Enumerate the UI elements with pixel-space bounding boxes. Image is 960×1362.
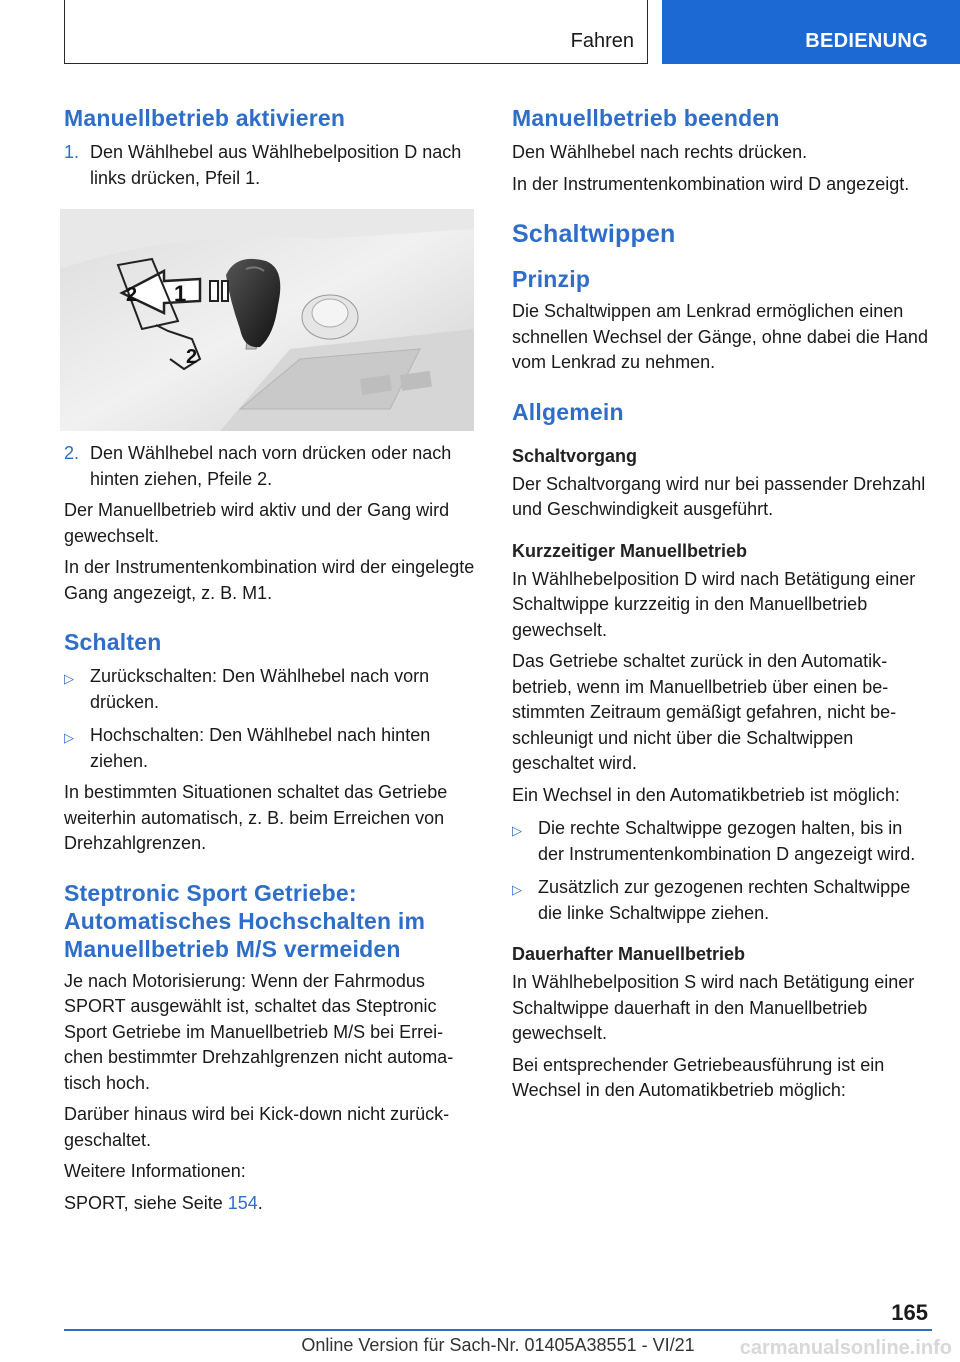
paragraph: In bestimmten Situationen schaltet das Getriebe weiterhin automatisch, z. B. beim Erreichen von Drehzahlgrenzen. (64, 782, 448, 853)
paragraph: Das Getriebe schaltet zurück in den Automatikbetrieb, wenn im Manuellbetrieb über einen bestimmten Zeitraum gemäßigt gefahren, nicht beschleunigt und nicht über die Schaltwippen geschaltet wird. (512, 651, 897, 773)
paragraph: In Wählhebelposition S wird nach Betätigung einer Schaltwippe dauerhaft in den Manuellbetrieb gewechselt. (512, 972, 915, 1043)
header-chapter-tab (662, 0, 960, 64)
heading-allgemein: Allgemein (512, 398, 624, 425)
paragraph: In der Instrumentenkombination wird D angezeigt. (512, 173, 910, 194)
bullet-item (64, 664, 476, 715)
step-1 (64, 140, 476, 191)
paragraph: Je nach Motorisierung: Wenn der Fahrmodus SPORT ausgewählt ist, schaltet das Steptronic Sport Getriebe im Manuellbetrieb M/S bei Erreichen bestimmter Drehzahlgrenzen nicht automatisch hoch. (64, 970, 454, 1093)
paragraph: Weitere Informationen: (64, 1161, 246, 1181)
heading-steptronic: Steptronic Sport Getriebe: Automatisches Hochschalten im Manuellbetrieb M/S vermeiden (64, 879, 426, 962)
bullet-triangle-icon: ▷ (512, 823, 522, 838)
footer-divider (64, 1329, 932, 1331)
subheading-dauerhaft: Dauerhafter Manuellbetrieb (512, 944, 746, 964)
subheading-kurzzeitig: Kurzzeitiger Manuellbetrieb (512, 540, 748, 561)
paragraph: Der Manuellbetrieb wird aktiv und der Gang wird gewechselt. (64, 500, 450, 546)
paragraph: Darüber hinaus wird bei Kick-down nicht zurückgeschaltet. (64, 1104, 450, 1150)
arrow-2b-label: 2 (186, 346, 198, 368)
right-column (512, 100, 932, 1104)
subheading-schaltvorgang: Schaltvorgang (512, 445, 638, 466)
gear-selector-illustration (60, 209, 474, 431)
paragraph-reference: SPORT, siehe Seite 154. (64, 1192, 263, 1213)
paragraph: Der Schaltvorgang wird nur bei passender Drehzahl und Geschwindigkeit ausgeführt. (512, 473, 926, 519)
header-section-title: Fahren (570, 30, 634, 52)
page-number: 165 (891, 1300, 928, 1325)
footer-version-text: Online Version für Sach-Nr. 01405A38551 - VI/21 (301, 1335, 695, 1355)
bullet-item (64, 723, 476, 774)
paragraph: Den Wählhebel nach rechts drücken. (512, 142, 808, 162)
step-2 (64, 441, 476, 492)
gear-selector-photo (60, 209, 474, 431)
step-text: Den Wählhebel nach vorn drücken oder nach hinten ziehen, Pfeile 2. (90, 443, 452, 489)
header-frame (64, 0, 648, 64)
bullet-triangle-icon: ▷ (512, 882, 522, 897)
heading-schaltwippen: Schaltwippen (512, 220, 676, 248)
bullet-triangle-icon: ▷ (64, 730, 74, 745)
step-text: Den Wählhebel aus Wählhebelposition D nach links drücken, Pfeil 1. (90, 142, 462, 188)
watermark: carmanualsonline.info (739, 1337, 952, 1359)
step-number: 1. (64, 142, 80, 162)
heading-manuellbetrieb-aktivieren: Manuellbetrieb aktivieren (64, 105, 346, 131)
bullet-text: Zurückschalten: Den Wählhebel nach vorn drücken. (90, 666, 430, 712)
bullet-text: Zusätzlich zur gezogenen rechten Schaltwippe die linke Schaltwippe ziehen. (538, 877, 911, 923)
paragraph: Ein Wechsel in den Automatikbetrieb ist möglich: (512, 784, 900, 805)
step-number: 2. (64, 443, 80, 463)
arrow-1-label: 1 (174, 281, 187, 306)
heading-manuellbetrieb-beenden: Manuellbetrieb beenden (512, 105, 780, 131)
header-chapter-label: BEDIENUNG (805, 30, 928, 52)
paragraph: In der Instrumentenkombination wird der eingelegte Gang angezeigt, z. B. M1. (64, 557, 475, 603)
bullet-triangle-icon: ▷ (64, 671, 74, 686)
heading-prinzip: Prinzip (512, 266, 591, 292)
bullet-item (512, 816, 932, 867)
arrow-2a-label: 2 (126, 284, 138, 306)
left-column (64, 100, 476, 1216)
paragraph: In Wählhebelposition D wird nach Betätigung einer Schaltwippe kurzzeitig in den Manuellbetrieb gewechselt. (512, 568, 916, 640)
heading-schalten: Schalten (64, 629, 162, 655)
paragraph: Die Schaltwippen am Lenkrad ermöglichen einen schnellen Wechsel der Gänge, ohne dabei die Hand vom Lenkrad zu nehmen. (512, 301, 928, 372)
paragraph: Bei entsprechender Getriebeausführung ist ein Wechsel in den Automatikbetrieb möglich: (512, 1054, 885, 1100)
bullet-text: Hochschalten: Den Wählhebel nach hinten ziehen. (90, 725, 431, 771)
page-link-154[interactable]: 154 (227, 1192, 258, 1213)
bullet-item (512, 875, 932, 926)
bullet-text: Die rechte Schaltwippe gezogen halten, bis in der Instrumentenkombination D angezeigt wird. (538, 818, 916, 864)
